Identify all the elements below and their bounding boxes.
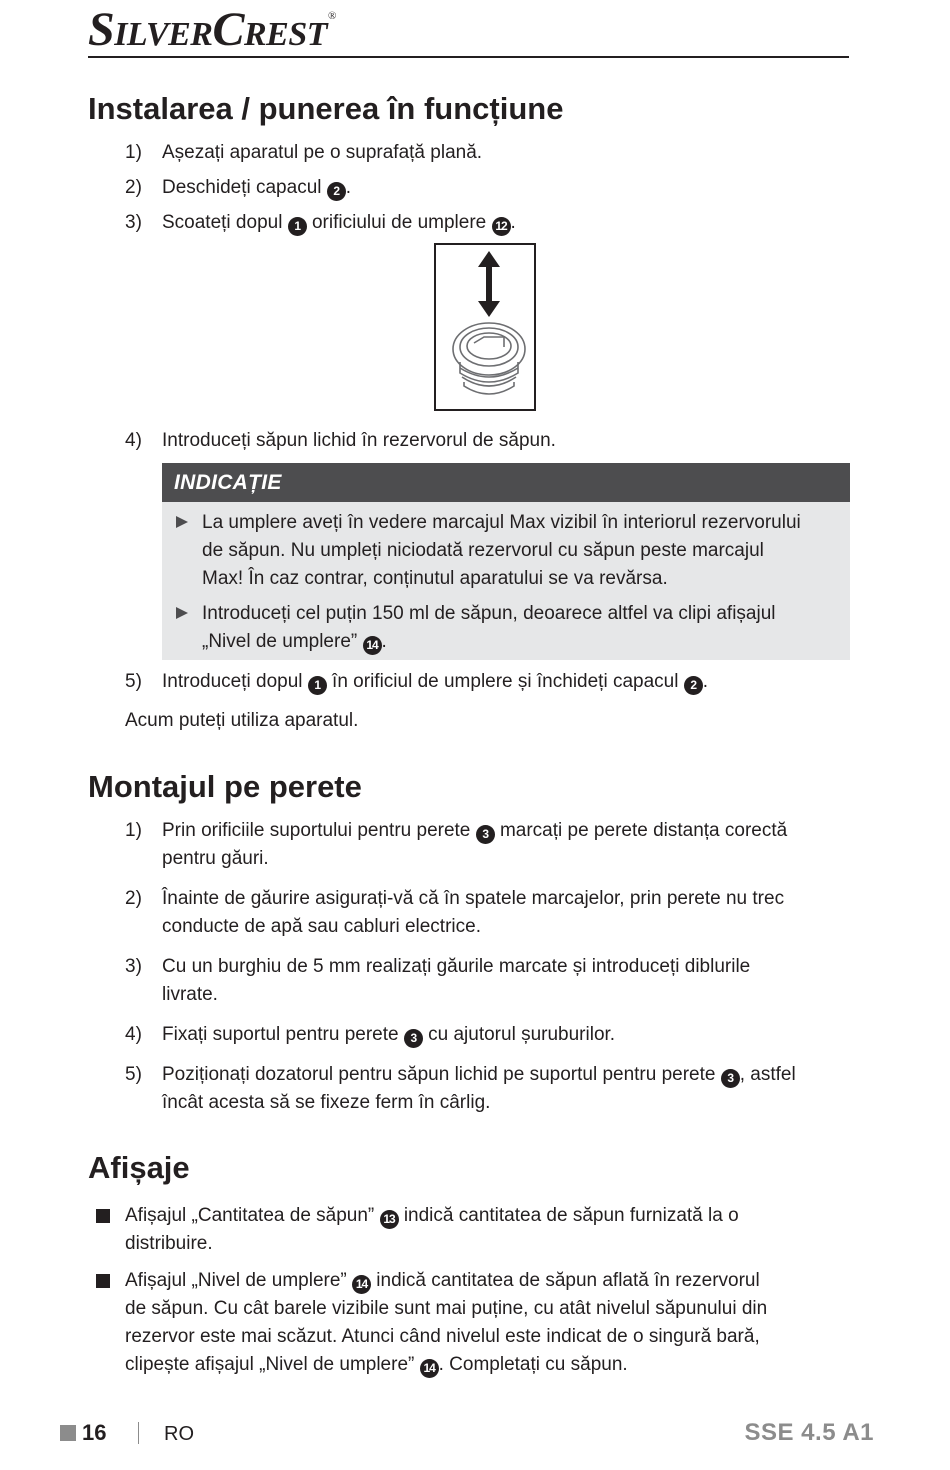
language-code: RO (164, 1423, 194, 1445)
silvercrest-logo (88, 2, 336, 57)
note-item-2-line-2: „Nivel de umplere” 14 . (202, 628, 387, 656)
square-bullet-icon (96, 1209, 110, 1223)
reference-number: 14 (363, 636, 382, 655)
step-number: 5) (125, 1064, 142, 1085)
step-number: 3) (125, 956, 142, 977)
footer-square-icon (60, 1425, 76, 1441)
page-number: 16 (82, 1420, 107, 1445)
wall-step-3-line-2: livrate. (162, 984, 218, 1005)
section-title-wall-mount: Montajul pe perete (88, 769, 362, 804)
header-rule (88, 56, 849, 58)
wall-step-3-line-1: Cu un burghiu de 5 mm realizați găurile marcate și introduceți diblurile (162, 956, 751, 977)
display-item-1-line-1: Afișajul „Cantitatea de săpun” 13 indică cantitatea de săpun furnizată la o (125, 1202, 739, 1230)
bullet-arrow-icon (176, 516, 188, 528)
stopper-illustration (434, 243, 536, 411)
display-item-2-line-1: Afișajul „Nivel de umplere” 14 indică cantitatea de săpun aflată în rezervorul (125, 1267, 760, 1295)
wall-step-1-line-2: pentru găuri. (162, 848, 269, 869)
display-item-2-line-2: de săpun. Cu cât barele vizibile sunt mai puține, cu atât nivelul săpunului din (125, 1298, 768, 1319)
bullet-arrow-icon (176, 607, 188, 619)
stopper-removal-icon (436, 245, 534, 409)
reference-number: 12 (492, 217, 511, 236)
wall-step-4: Fixați suportul pentru perete 3 cu ajutorul șuruburilor. (162, 1021, 615, 1049)
step-number: 2) (125, 177, 142, 198)
install-step-1: Așezați aparatul pe o suprafață plană. (162, 142, 483, 163)
reference-number: 3 (476, 825, 495, 844)
step-number: 5) (125, 671, 142, 692)
install-step-4: Introduceți săpun lichid în rezervorul de săpun. (162, 430, 556, 451)
reference-number: 3 (404, 1029, 423, 1048)
step-number: 1) (125, 820, 142, 841)
note-item-1-line-2: de săpun. Nu umpleți niciodată rezervorul cu săpun peste marcajul (202, 540, 764, 561)
install-closing-text: Acum puteți utiliza aparatul. (125, 710, 359, 731)
wall-step-2-line-1: Înainte de găurire asigurați-vă că în spatele marcajelor, prin perete nu trec (162, 888, 785, 909)
step-number: 4) (125, 430, 142, 451)
install-step-5: Introduceți dopul 1 în orificiul de umplere și închideți capacul 2 . (162, 668, 708, 696)
logo-text-ilver: ILVER (114, 16, 213, 53)
reference-number: 1 (308, 676, 327, 695)
reference-number: 2 (327, 182, 346, 201)
model-number: SSE 4.5 A1 (744, 1419, 874, 1446)
note-item-1-line-1: La umplere aveți în vedere marcajul Max vizibil în interiorul rezervorului (202, 512, 801, 533)
footer-divider (138, 1422, 139, 1444)
logo-text-rest: REST (244, 16, 328, 53)
reference-number: 2 (684, 676, 703, 695)
step-number: 3) (125, 212, 142, 233)
reference-number: 13 (380, 1210, 399, 1229)
note-header (162, 463, 850, 502)
reference-number: 14 (420, 1359, 439, 1378)
step-number: 4) (125, 1024, 142, 1045)
note-title: INDICAȚIE (174, 471, 282, 494)
step-number: 1) (125, 142, 142, 163)
display-item-1-line-2: distribuire. (125, 1233, 213, 1254)
logo-cap-c: C (212, 3, 244, 56)
section-title-install: Instalarea / punerea în funcțiune (88, 91, 564, 126)
display-item-2-line-4: clipește afișajul „Nivel de umplere” 14 . Completați cu săpun. (125, 1351, 628, 1379)
section-title-displays: Afișaje (88, 1150, 190, 1185)
step-number: 2) (125, 888, 142, 909)
install-step-2: Deschideți capacul 2 . (162, 174, 351, 202)
note-item-1-line-3: Max! În caz contrar, conținutul aparatului se va revărsa. (202, 568, 668, 589)
install-step-3: Scoateți dopul 1 orificiului de umplere 12 . (162, 209, 516, 237)
registered-mark: ® (328, 10, 336, 22)
square-bullet-icon (96, 1274, 110, 1288)
reference-number: 3 (721, 1069, 740, 1088)
note-item-2-line-1: Introduceți cel puțin 150 ml de săpun, deoarece altfel va clipi afișajul (202, 603, 776, 624)
wall-step-1-line-1: Prin orificiile suportului pentru perete 3 marcați pe perete distanța corectă (162, 817, 787, 845)
wall-step-2-line-2: conducte de apă sau cabluri electrice. (162, 916, 481, 937)
reference-number: 14 (352, 1275, 371, 1294)
display-item-2-line-3: rezervor este mai scăzut. Atunci când nivelul este indicat de o singură bară, (125, 1326, 760, 1347)
reference-number: 1 (288, 217, 307, 236)
wall-step-5-line-1: Poziționați dozatorul pentru săpun lichid pe suportul pentru perete 3 , astfel (162, 1061, 796, 1089)
logo-cap-s: S (88, 3, 115, 56)
wall-step-5-line-2: încât acesta să se fixeze ferm în cârlig. (162, 1092, 491, 1113)
